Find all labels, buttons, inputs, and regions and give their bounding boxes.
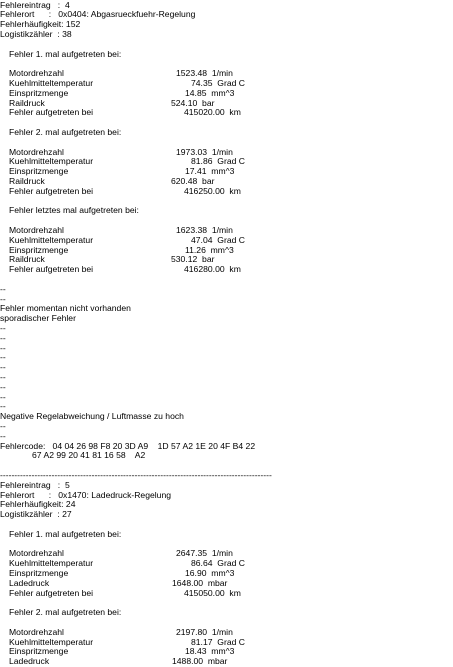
measurement-value: 86.64 Grad C: [191, 558, 245, 569]
log-line: --: [0, 430, 6, 441]
log-line: Fehlereintrag : 5: [0, 479, 70, 490]
measurement-value: 530.12 bar: [171, 254, 215, 265]
measurement-label: Motordrehzahl: [9, 548, 64, 559]
log-line: Fehler 2. mal aufgetreten bei:: [9, 126, 122, 137]
measurement-value: 2647.35 1/min: [176, 548, 233, 559]
log-line: --: [0, 283, 6, 294]
measurement-value: 416250.00 km: [184, 185, 241, 196]
measurement-value: 524.10 bar: [171, 97, 215, 108]
log-line: Logistikzähler : 27: [0, 509, 72, 520]
log-line: Logistikzähler : 38: [0, 28, 72, 39]
measurement-label: Kuehlmitteltemperatur: [9, 558, 94, 569]
measurement-value: 16.90 mm^3: [185, 567, 235, 578]
log-line: --: [0, 391, 6, 402]
measurement-value: 1523.48 1/min: [176, 68, 233, 79]
measurement-label: Raildruck: [9, 97, 45, 108]
log-line: Fehlerort : 0x0404: Abgasrueckfuehr-Regelung: [0, 9, 196, 20]
measurement-label: Fehler aufgetreten bei: [9, 264, 94, 275]
measurement-label: Motordrehzahl: [9, 626, 64, 637]
measurement-label: Kuehlmitteltemperatur: [9, 77, 94, 88]
log-line: Fehlerort : 0x1470: Ladedruck-Regelung: [0, 489, 172, 500]
measurement-label: Einspritzmenge: [9, 166, 69, 177]
measurement-label: Fehler aufgetreten bei: [9, 185, 94, 196]
measurement-value: 1488.00 mbar: [172, 656, 228, 667]
measurement-label: Einspritzmenge: [9, 646, 69, 657]
log-line: Fehlerhäufigkeit: 152: [0, 19, 81, 30]
measurement-value: 2197.80 1/min: [176, 626, 233, 637]
measurement-value: 415050.00 km: [184, 587, 241, 598]
log-line: --: [0, 342, 6, 353]
measurement-value: 74.35 Grad C: [191, 77, 245, 88]
measurement-value: 47.04 Grad C: [191, 234, 245, 245]
measurement-label: Ladedruck: [9, 656, 50, 667]
log-line: --: [0, 332, 6, 343]
measurement-label: Kuehlmitteltemperatur: [9, 636, 94, 647]
measurement-value: 415020.00 km: [184, 107, 241, 118]
log-line: --: [0, 352, 6, 363]
log-line: Fehler letztes mal aufgetreten bei:: [9, 205, 139, 216]
log-line: sporadischer Fehler: [0, 313, 76, 324]
measurement-value: 18.43 mm^3: [185, 646, 235, 657]
measurement-value: 17.41 mm^3: [185, 166, 235, 177]
log-line: --: [0, 293, 6, 304]
measurement-label: Einspritzmenge: [9, 244, 69, 255]
log-line: --: [0, 401, 6, 412]
log-line: Fehler 1. mal aufgetreten bei:: [9, 528, 122, 539]
measurement-label: Raildruck: [9, 254, 45, 265]
log-line: Fehler momentan nicht vorhanden: [0, 303, 131, 314]
log-line: 67 A2 99 20 41 81 16 58 A2: [32, 450, 146, 461]
log-line: Fehlereintrag : 4: [0, 0, 70, 10]
measurement-label: Fehler aufgetreten bei: [9, 587, 94, 598]
log-line: -----------------------------------------------------------------------------------------------: [0, 469, 272, 480]
measurement-label: Fehler aufgetreten bei: [9, 107, 94, 118]
measurement-label: Raildruck: [9, 175, 45, 186]
log-line: --: [0, 322, 6, 333]
measurement-value: 620.48 bar: [171, 175, 215, 186]
log-line: Fehlerhäufigkeit: 24: [0, 499, 76, 510]
measurement-value: 416280.00 km: [184, 264, 241, 275]
measurement-value: 14.85 mm^3: [185, 87, 235, 98]
log-line: --: [0, 381, 6, 392]
log-line: Fehler 2. mal aufgetreten bei:: [9, 607, 122, 618]
log-line: --: [0, 420, 6, 431]
measurement-value: 81.86 Grad C: [191, 156, 245, 167]
measurement-label: Ladedruck: [9, 577, 50, 588]
measurement-value: 1623.38 1/min: [176, 224, 233, 235]
measurement-label: Einspritzmenge: [9, 567, 69, 578]
measurement-label: Motordrehzahl: [9, 68, 64, 79]
measurement-label: Motordrehzahl: [9, 224, 64, 235]
measurement-value: 11.26 mm^3: [185, 244, 234, 255]
measurement-label: Einspritzmenge: [9, 87, 69, 98]
measurement-value: 1973.03 1/min: [176, 146, 233, 157]
log-line: --: [0, 362, 6, 373]
measurement-value: 81.17 Grad C: [191, 636, 245, 647]
measurement-value: 1648.00 mbar: [172, 577, 228, 588]
measurement-label: Kuehlmitteltemperatur: [9, 156, 94, 167]
log-line: Negative Regelabweichung / Luftmasse zu hoch: [0, 411, 184, 422]
log-line: Fehler 1. mal aufgetreten bei:: [9, 48, 122, 59]
log-line: Fehlercode: 04 04 26 98 F8 20 3D A9 1D 57 A2 1E 20 4F B4 22: [0, 440, 256, 451]
measurement-label: Kuehlmitteltemperatur: [9, 234, 94, 245]
log-line: --: [0, 371, 6, 382]
measurement-label: Motordrehzahl: [9, 146, 64, 157]
